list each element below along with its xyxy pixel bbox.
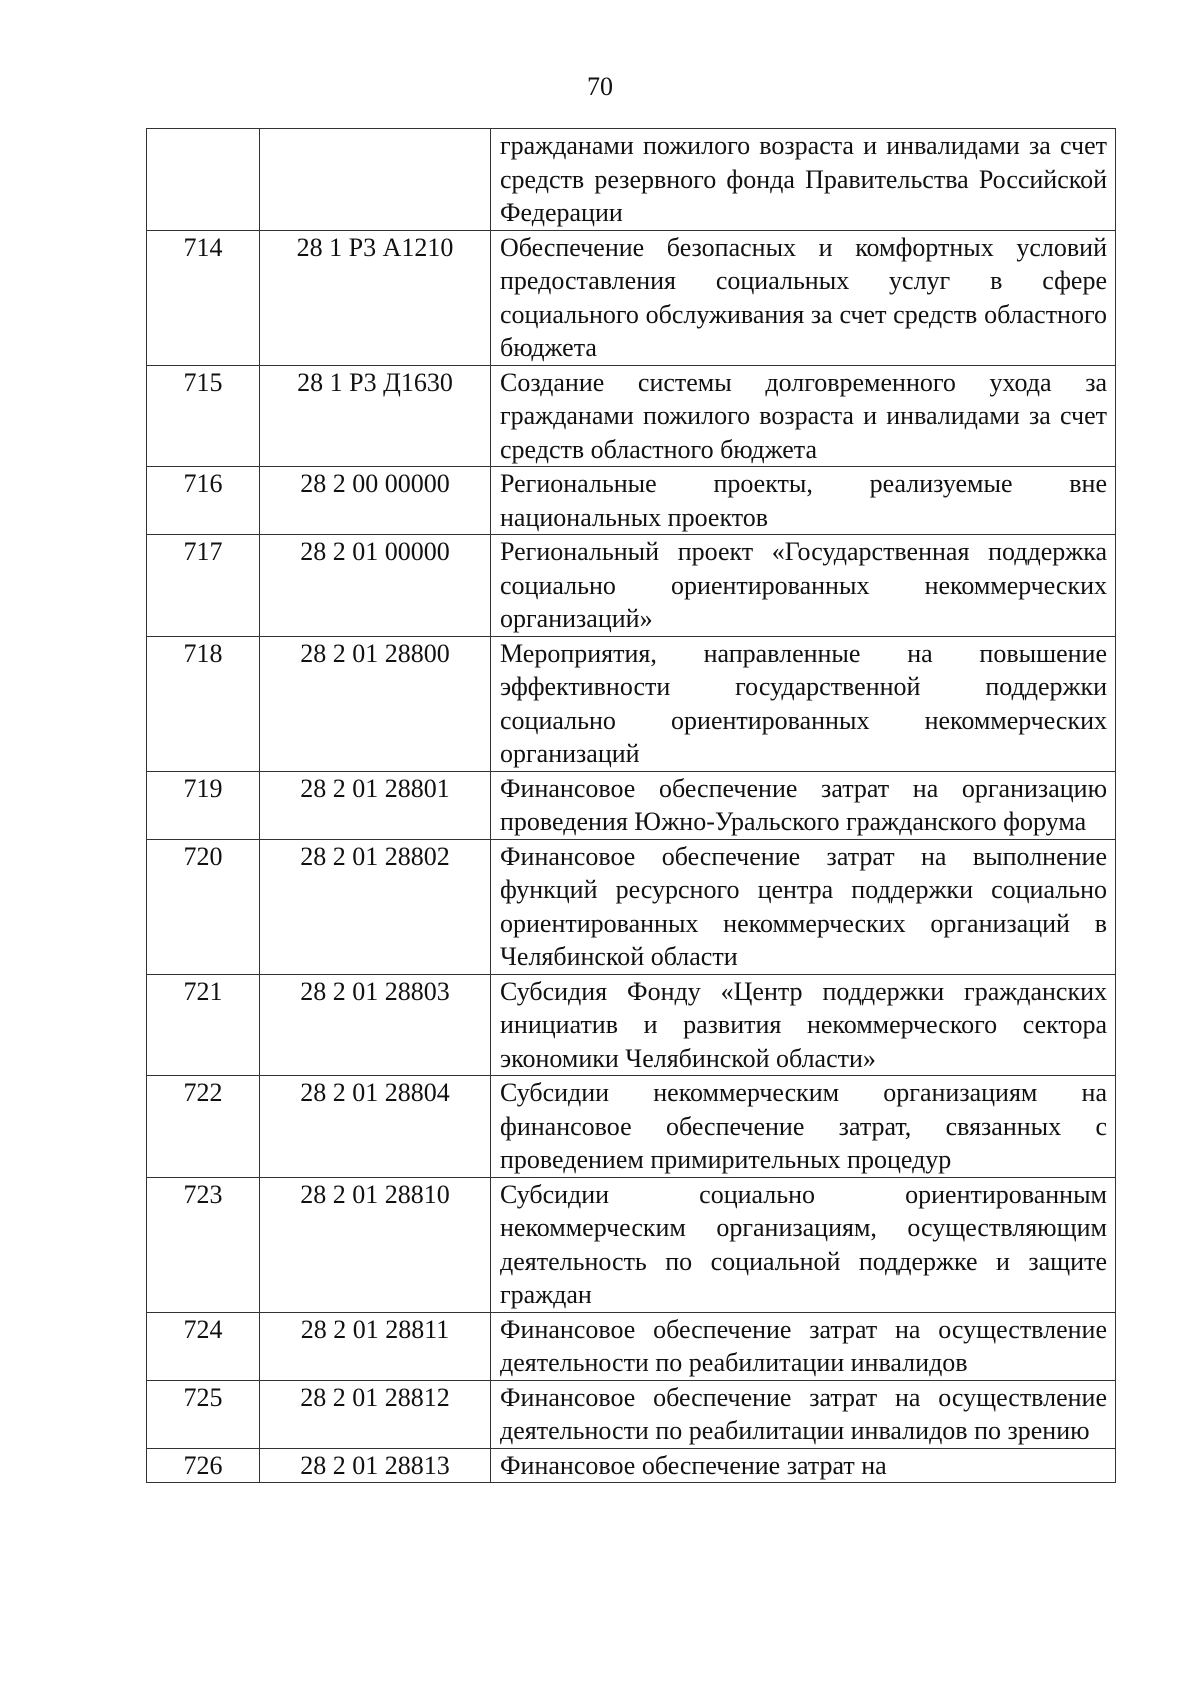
target-item-name: Финансовое обеспечение затрат на выполнение функций ресурсного центра поддержки социально ориентированных некоммерческих организаций в Челябинской области [491, 839, 1116, 974]
target-item-code: 28 2 01 28803 [260, 974, 491, 1076]
row-number: 726 [147, 1448, 260, 1483]
target-item-name: Субсидии некоммерческим организациям на финансовое обеспечение затрат, связанных с проведением примирительных процедур [491, 1076, 1116, 1178]
row-number: 723 [147, 1177, 260, 1312]
target-item-code: 28 2 01 28804 [260, 1076, 491, 1178]
target-item-name: гражданами пожилого возраста и инвалидами за счет средств резервного фонда Правительства Российской Федерации [491, 129, 1116, 231]
row-number: 721 [147, 974, 260, 1076]
target-item-code: 28 2 01 28813 [260, 1448, 491, 1483]
target-item-name: Финансовое обеспечение затрат на осуществление деятельности по реабилитации инвалидов [491, 1312, 1116, 1380]
row-number: 722 [147, 1076, 260, 1178]
table-row [147, 535, 1116, 637]
target-item-code: 28 2 01 28801 [260, 771, 491, 839]
table-row [147, 636, 1116, 771]
row-number: 724 [147, 1312, 260, 1380]
target-item-name: Создание системы долговременного ухода за гражданами пожилого возраста и инвалидами за счет средств областного бюджета [491, 365, 1116, 467]
target-item-name: Обеспечение безопасных и комфортных условий предоставления социальных услуг в сфере социального обслуживания за счет средств областного бюджета [491, 230, 1116, 365]
table-row [147, 839, 1116, 974]
table-row [147, 1448, 1116, 1483]
table-row [147, 1177, 1116, 1312]
table-row [147, 1380, 1116, 1448]
target-item-name: Субсидия Фонду «Центр поддержки гражданских инициатив и развития некоммерческого сектора экономики Челябинской области» [491, 974, 1116, 1076]
target-item-code: 28 1 Р3 Д1630 [260, 365, 491, 467]
target-item-name: Субсидии социально ориентированным некоммерческим организациям, осуществляющим деятельность по социальной поддержке и защите граждан [491, 1177, 1116, 1312]
table-row [147, 1076, 1116, 1178]
target-item-name: Финансовое обеспечение затрат на [491, 1448, 1116, 1483]
row-number: 716 [147, 467, 260, 535]
table-row [147, 230, 1116, 365]
budget-classification-table [146, 128, 1116, 1483]
target-item-code: 28 2 01 28810 [260, 1177, 491, 1312]
target-item-code [260, 129, 491, 231]
row-number: 717 [147, 535, 260, 637]
target-item-code: 28 2 01 28800 [260, 636, 491, 771]
target-item-code: 28 1 Р3 А1210 [260, 230, 491, 365]
target-item-name: Региональные проекты, реализуемые вне национальных проектов [491, 467, 1116, 535]
target-item-code: 28 2 01 28812 [260, 1380, 491, 1448]
target-item-name: Финансовое обеспечение затрат на организацию проведения Южно-Уральского гражданского форума [491, 771, 1116, 839]
row-number: 714 [147, 230, 260, 365]
row-number: 719 [147, 771, 260, 839]
target-item-code: 28 2 00 00000 [260, 467, 491, 535]
table-row [147, 365, 1116, 467]
table-row [147, 129, 1116, 231]
target-item-name: Региональный проект «Государственная поддержка социально ориентированных некоммерческих организаций» [491, 535, 1116, 637]
target-item-code: 28 2 01 28802 [260, 839, 491, 974]
target-item-code: 28 2 01 00000 [260, 535, 491, 637]
row-number: 718 [147, 636, 260, 771]
row-number: 715 [147, 365, 260, 467]
table-row [147, 974, 1116, 1076]
page-number: 70 [587, 72, 613, 101]
row-number: 725 [147, 1380, 260, 1448]
row-number: 720 [147, 839, 260, 974]
table-row [147, 771, 1116, 839]
target-item-name: Мероприятия, направленные на повышение эффективности государственной поддержки социально ориентированных некоммерческих организаций [491, 636, 1116, 771]
table-row [147, 467, 1116, 535]
table-row [147, 1312, 1116, 1380]
target-item-name: Финансовое обеспечение затрат на осуществление деятельности по реабилитации инвалидов по зрению [491, 1380, 1116, 1448]
target-item-code: 28 2 01 28811 [260, 1312, 491, 1380]
row-number [147, 129, 260, 231]
